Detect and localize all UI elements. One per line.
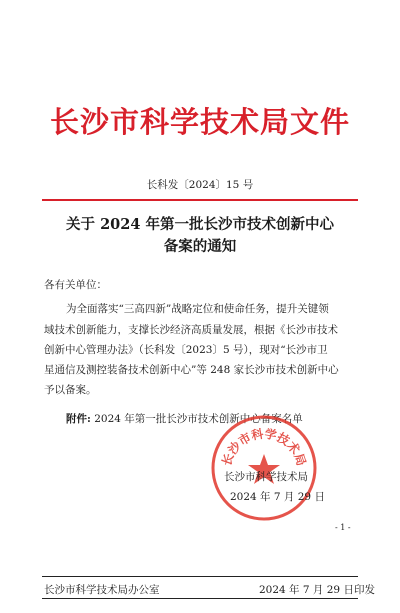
footer-bottom-rule bbox=[42, 598, 358, 599]
body-line-4: 星通信及测控装备技术创新中心”等 248 家长沙市技术创新中心 bbox=[44, 364, 339, 376]
footer-top-rule bbox=[42, 576, 358, 577]
red-divider-line bbox=[42, 199, 358, 201]
document-title-line-1: 关于 2024 年第一批长沙市技术创新中心 bbox=[66, 216, 334, 233]
body-line-3: 创新中心管理办法》（长科发〔2023〕5 号），现对“长沙市卫 bbox=[44, 344, 328, 356]
svg-text:长沙市科学技术局: 长沙市科学技术局 bbox=[219, 426, 309, 468]
document-title bbox=[0, 214, 400, 258]
official-seal bbox=[208, 412, 320, 524]
document-number: 长科发〔2024〕15 号 bbox=[146, 179, 254, 191]
footer-print-date: 2024 年 7 月 29 日印发 bbox=[259, 584, 375, 596]
attachment-label: 附件: bbox=[66, 413, 91, 425]
salutation: 各有关单位： bbox=[44, 279, 107, 291]
attachment-text: 2024 年第一批长沙市技术创新中心备案名单 bbox=[94, 413, 303, 425]
body-line-1: 为全面落实“三高四新”战略定位和使命任务，提升关键领 bbox=[66, 303, 329, 315]
signature-organization: 长沙市科学技术局 bbox=[224, 471, 308, 483]
signature-date: 2024 年 7 月 29 日 bbox=[230, 491, 325, 503]
page-number: - 1 - bbox=[335, 523, 351, 532]
document-header-title: 长沙市科学技术局文件 bbox=[49, 105, 350, 139]
footer-office: 长沙市科学技术局办公室 bbox=[44, 584, 160, 596]
body-line-5: 予以备案。 bbox=[44, 384, 97, 396]
body-line-2: 域技术创新能力，支撑长沙经济高质量发展，根据《长沙市技术 bbox=[44, 324, 338, 336]
document-title-line-2: 备案的通知 bbox=[163, 238, 237, 255]
